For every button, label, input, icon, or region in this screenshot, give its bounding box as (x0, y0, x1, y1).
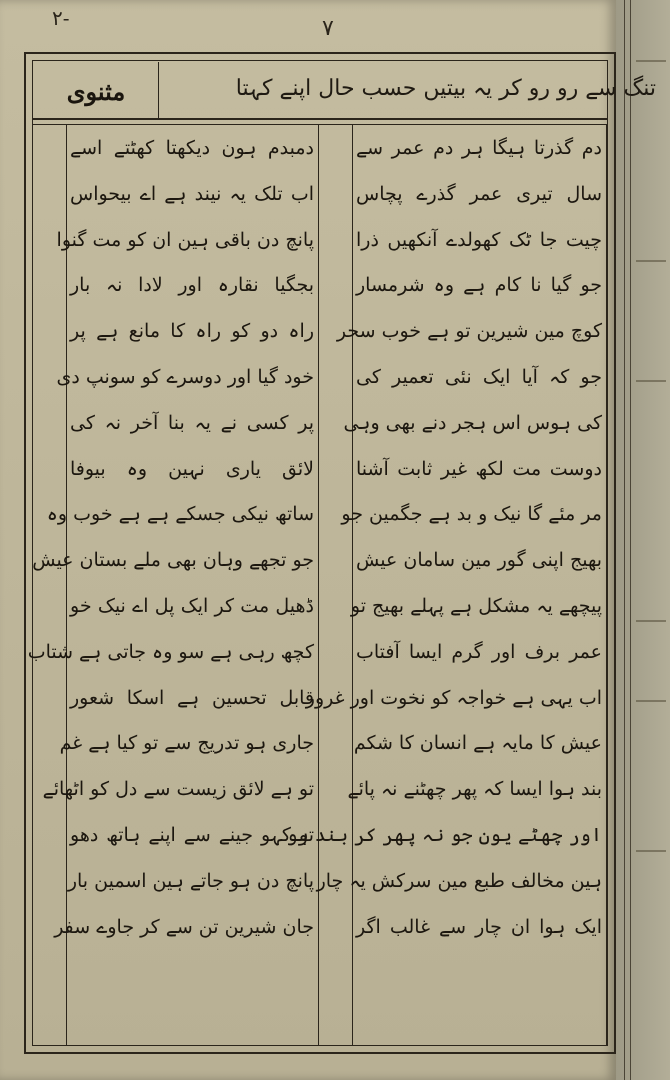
verse-line: پانچ دن باقی ہین ان کو مت گنوا (56, 228, 314, 251)
left-column (27, 126, 318, 1042)
verse-line: عیش کا مایہ ہے انسان کا شکم (353, 732, 602, 755)
page-number: ۷ (322, 16, 334, 41)
verse-line: پانچ دن ہو جاتے ہین اسمین بار (67, 869, 314, 892)
verse-line: دم گذرتا ہیگا ہر دم عمر سے (356, 137, 602, 159)
verse-line: جان شیرین تن سے کر جاوے سفر (54, 915, 314, 938)
verse-line: جو گیا نا کام ہے وہ شرمسار (356, 274, 602, 297)
verse-line: لائق یاری نہین وہ بیوفا (70, 457, 314, 480)
verse-line: اور چھٹے یون جو نہ پھر کر بند ہو (286, 823, 602, 846)
verse-line: بجگیا نقارہ اور لادا نہ بار (70, 274, 314, 297)
verse-line: ایک ہوا ان چار سے غالب اگر (356, 915, 602, 938)
adjacent-page-edge (616, 0, 670, 1080)
verse-line: دمبدم ہون دیکھتا کھٹتے اسے (70, 137, 314, 159)
verse-line: تو ہے لائق زیست سے دل کو اٹھائے (42, 778, 314, 801)
verse-line: ساتھ نیکی جسکے ہے ہے خوب وہ (46, 503, 314, 526)
verse-line: قابل تحسین ہے اسکا شعور (70, 686, 314, 709)
verse-line: اب یہی ہے خواجہ کو نخوت اور غرور (305, 686, 602, 709)
verse-line: ہین مخالف طبع مین سرکش یہ چار (316, 869, 602, 892)
verse-line: ڈھیل مت کر ایک پل اے نیک خو (70, 594, 314, 617)
title-separator (158, 62, 159, 118)
verse-line: پیچھے یہ مشکل ہے پہلے بھیج تو (350, 594, 602, 617)
verse-line: پر کسی نے یہ بنا آخر نہ کی (70, 411, 314, 434)
verse-line: تو کہو جینے سے اپنے ہاتھ دھو (70, 823, 314, 846)
verse-line: کچھ رہی ہے سو وہ جاتی ہے شتاب (27, 640, 314, 663)
verse-line: جو کہ آیا ایک نئی تعمیر کی (356, 365, 602, 388)
verse-line: راہ دو کو راہ کا مانع ہے پر (70, 320, 314, 343)
column-line-right (606, 124, 607, 1046)
header-rule (32, 118, 608, 120)
verse-line: جو تجھے وہان بھی ملے بستان عیش (32, 549, 314, 572)
section-heading: تنگ سے رو رو کر یہ بیتیں حسب حال اپنے کہتا (235, 76, 656, 101)
verse-line: کوچ مین شیرین تو ہے خوب سحر (336, 320, 602, 343)
verse-line: بھیج اپنی گور مین سامان عیش (356, 549, 602, 572)
verse-line: مر مئے گا نیک و بد ہے جگمین جو (341, 503, 602, 526)
verse-line: دوست مت لکھ غیر ثابت آشنا (356, 457, 602, 480)
header-rule-inner (32, 124, 608, 125)
verse-line: بند ہوا ایسا کہ پھر چھٹنے نہ پائے (347, 778, 602, 801)
verse-line: خود گیا اور دوسرے کو سونپ دی (56, 365, 314, 388)
section-title: مثنوی (66, 77, 126, 106)
right-column (286, 126, 606, 1042)
column-line-middle-left (318, 124, 319, 1046)
verse-line: عمر برف اور گرم ایسا آفتاب (356, 640, 602, 663)
verse-line: کی ہوس اس ہجر دنے بھی وہی (343, 411, 602, 434)
verse-line: سال تیری عمر گذرے پچاس (356, 182, 602, 205)
verse-line: چیت جا ٹک کھولدے آنکھیں ذرا (356, 228, 602, 251)
verse-line: جاری ہو تدریج سے تو کیا ہے غم (59, 732, 314, 755)
corner-mark: -۲ (52, 6, 70, 30)
verse-line: اب تلک یہ نیند ہے اے بیحواس (70, 182, 314, 205)
